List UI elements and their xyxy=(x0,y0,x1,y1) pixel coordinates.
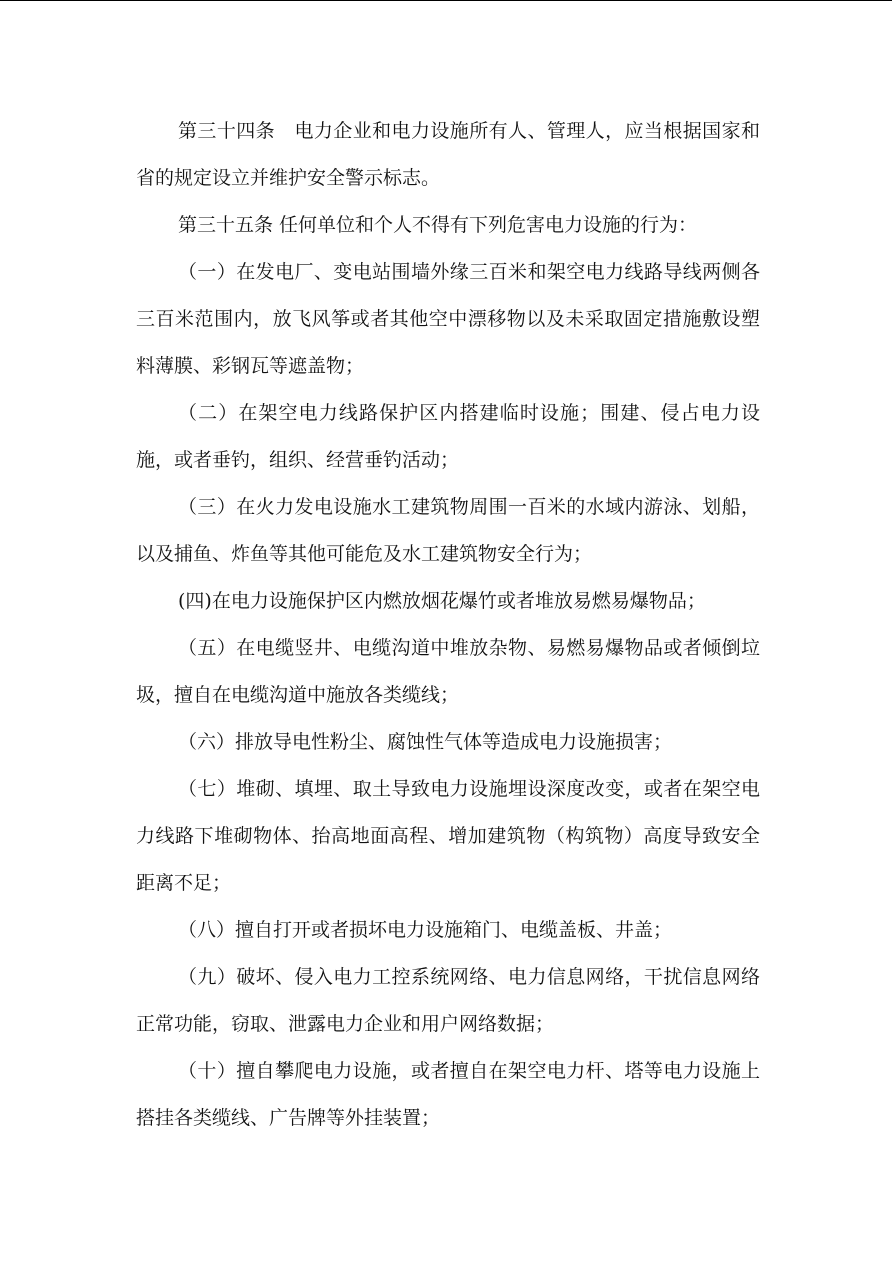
article-35-item-5: （五）在电缆竖井、电缆沟道中堆放杂物、易燃易爆物品或者倾倒垃圾，擅自在电缆沟道中施放各类缆线； xyxy=(136,637,760,706)
article-35-item-6: （六）排放导电性粉尘、腐蚀性气体等造成电力设施损害； xyxy=(178,731,673,753)
article-34-paragraph: 第三十四条 电力企业和电力设施所有人、管理人，应当根据国家和省的规定设立并维护安全警示标志。 xyxy=(136,120,760,189)
document-body xyxy=(136,108,760,1142)
article-35-item-7: （七）堆砌、填埋、取土导致电力设施埋设深度改变，或者在架空电力线路下堆砌物体、抬高地面高程、增加建筑物（构筑物）高度导致安全距离不足； xyxy=(136,778,760,894)
article-35-intro-paragraph: 第三十五条 任何单位和个人不得有下列危害电力设施的行为： xyxy=(178,214,698,236)
article-35-item-2: （二）在架空电力线路保护区内搭建临时设施；围建、侵占电力设施，或者垂钓，组织、经营垂钓活动； xyxy=(136,402,760,471)
article-35-item-3: （三）在火力发电设施水工建筑物周围一百米的水域内游泳、划船，以及捕鱼、炸鱼等其他可能危及水工建筑物安全行为； xyxy=(136,496,760,565)
article-35-item-8: （八）擅自打开或者损坏电力设施箱门、电缆盖板、井盖； xyxy=(178,919,673,941)
article-35-item-4: (四)在电力设施保护区内燃放烟花爆竹或者堆放易燃易爆物品； xyxy=(178,590,706,612)
article-35-item-9: （九）破坏、侵入电力工控系统网络、电力信息网络，干扰信息网络正常功能，窃取、泄露电力企业和用户网络数据； xyxy=(136,966,760,1035)
article-35-item-10: （十）擅自攀爬电力设施，或者擅自在架空电力杆、塔等电力设施上搭挂各类缆线、广告牌等外挂装置； xyxy=(136,1060,760,1129)
page-top-border xyxy=(0,0,892,1)
article-35-item-1: （一）在发电厂、变电站围墙外缘三百米和架空电力线路导线两侧各三百米范围内，放飞风筝或者其他空中漂移物以及未采取固定措施敷设塑料薄膜、彩钢瓦等遮盖物； xyxy=(136,261,760,377)
